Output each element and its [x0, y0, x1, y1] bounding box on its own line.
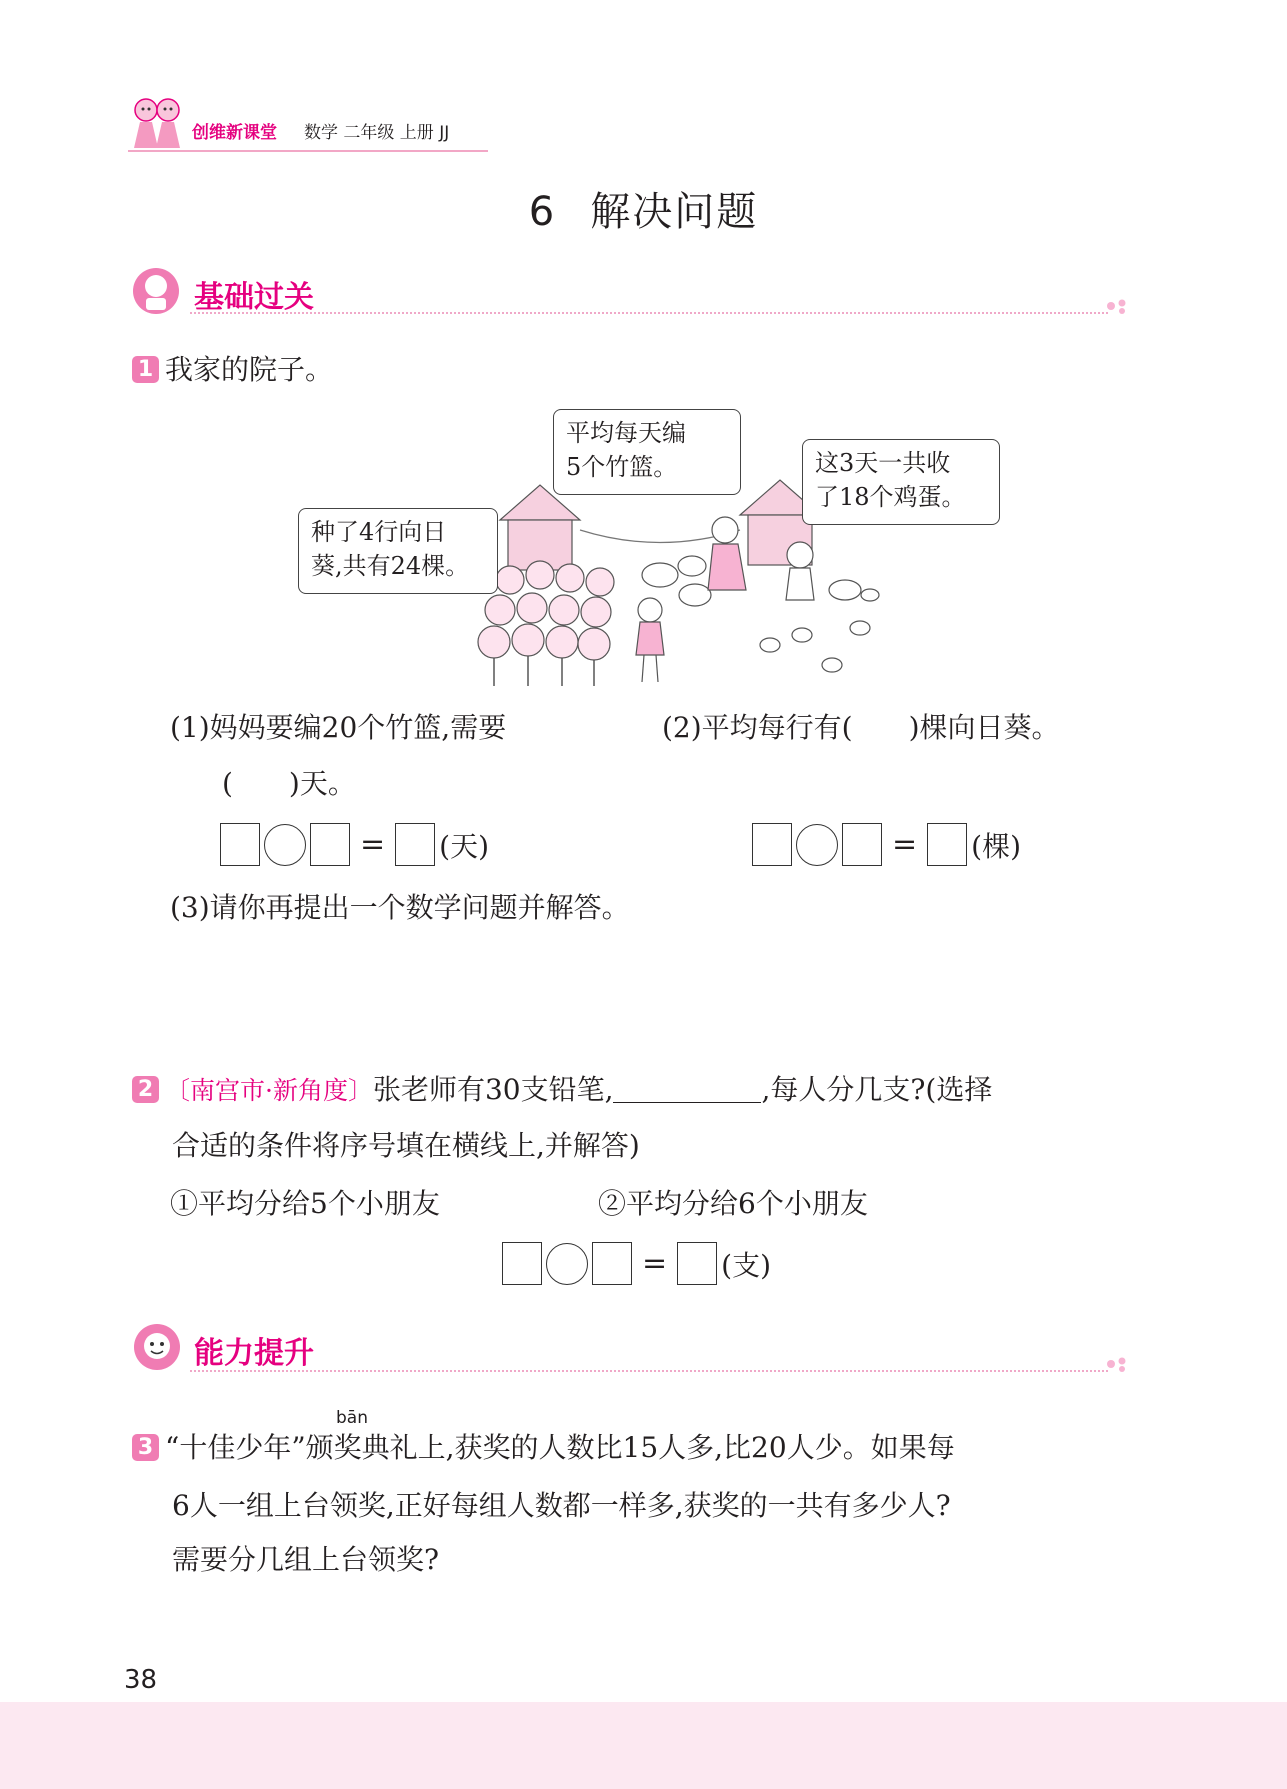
header-subject: 数学 二年级 上册 JJ	[304, 123, 450, 143]
equation-box[interactable]	[842, 823, 882, 866]
q2-option2: ②平均分给6个小朋友	[598, 1187, 868, 1220]
q1-text: 我家的院子。	[165, 353, 334, 386]
section-basic-rule	[190, 312, 1108, 314]
q2-line2: 合适的条件将序号填在横线上,并解答)	[172, 1129, 640, 1162]
equation-box[interactable]	[220, 823, 260, 866]
q2-answer-blank[interactable]	[613, 1078, 761, 1103]
header-brand: 创维新课堂	[192, 123, 277, 143]
answer-box[interactable]	[677, 1242, 717, 1285]
q1-prompt	[132, 350, 333, 390]
section-basic-icon	[128, 266, 184, 316]
equals-sign: =	[892, 827, 918, 862]
section-advanced-rule	[190, 1370, 1108, 1372]
q2-text-b: ,每人分几支?(选择	[761, 1073, 993, 1106]
q1-number-badge: 1	[132, 356, 159, 383]
q1-sub1-line2: ( )天。	[222, 767, 356, 800]
q2-number-badge: 2	[132, 1076, 159, 1103]
q1-bubble-mom: 平均每天编 5个竹篮。	[553, 409, 741, 495]
equation-box[interactable]	[502, 1242, 542, 1285]
q3-line2: 6人一组上台领奖,正好每组人数都一样多,获奖的一共有多少人?	[172, 1489, 951, 1522]
equation-box[interactable]	[592, 1242, 632, 1285]
equals-sign: =	[642, 1246, 668, 1281]
q1-sub2-equation	[752, 823, 1021, 866]
header-divider	[128, 150, 488, 152]
title-number: 6	[528, 189, 557, 235]
answer-box[interactable]	[395, 823, 435, 866]
q1-sub1-equation	[220, 823, 489, 866]
q3-number-badge: 3	[132, 1434, 159, 1461]
title-text: 解决问题	[590, 189, 759, 235]
q2-unit: (支)	[721, 1248, 771, 1282]
equals-sign: =	[360, 827, 386, 862]
q2-equation	[502, 1242, 771, 1285]
q1-bubble-boy: 这3天一共收 了18个鸡蛋。	[802, 439, 1000, 525]
q1-bubble-girl: 种了4行向日 葵,共有24棵。	[298, 508, 498, 594]
section-advanced-icon	[130, 1322, 184, 1372]
q3-pinyin: bān	[336, 1408, 368, 1428]
q2-source: 〔南宫市·新角度〕	[165, 1076, 373, 1105]
page-title	[0, 180, 1287, 237]
section-advanced-title: 能力提升	[194, 1336, 314, 1371]
header-logo	[126, 92, 188, 154]
section-advanced-dots	[1106, 1356, 1132, 1372]
section-basic-title: 基础过关	[194, 280, 314, 315]
footer-band	[0, 1702, 1287, 1789]
section-basic-dots	[1106, 298, 1132, 314]
q3-line1	[132, 1428, 955, 1468]
q1-sub1-unit: (天)	[439, 829, 489, 863]
operator-circle[interactable]	[796, 824, 838, 866]
page-number: 38	[124, 1665, 158, 1695]
equation-box[interactable]	[310, 823, 350, 866]
q2-text-a: 张老师有30支铅笔,	[372, 1073, 614, 1106]
q3-line3: 需要分几组上台领奖?	[172, 1543, 440, 1576]
operator-circle[interactable]	[264, 824, 306, 866]
q2-prompt	[132, 1070, 992, 1111]
equation-box[interactable]	[752, 823, 792, 866]
q1-sub1-line1: (1)妈妈要编20个竹篮,需要	[170, 711, 507, 744]
q1-sub2-line1: (2)平均每行有( )棵向日葵。	[662, 711, 1060, 744]
q3-text-line1: “十佳少年”颁奖典礼上,获奖的人数比15人多,比20人少。如果每	[165, 1431, 955, 1464]
answer-box[interactable]	[927, 823, 967, 866]
q2-option1: ①平均分给5个小朋友	[170, 1187, 440, 1220]
operator-circle[interactable]	[546, 1243, 588, 1285]
q1-sub2-unit: (棵)	[971, 829, 1021, 863]
q1-sub3: (3)请你再提出一个数学问题并解答。	[170, 891, 630, 924]
